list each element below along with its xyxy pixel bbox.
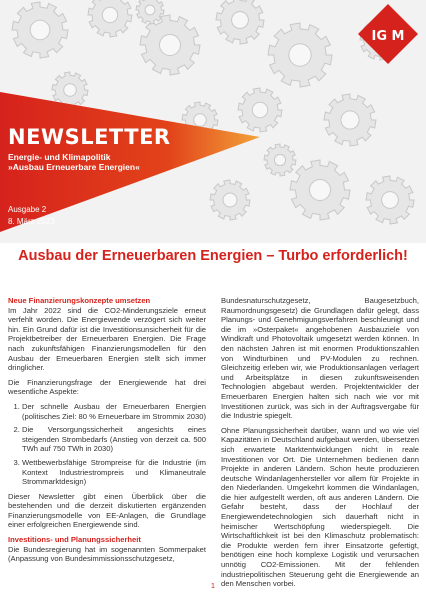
paragraph: Bundesnaturschutzgesetz, Baugesetzbuch, Raumordnungsgesetz) die Grundlagen dafür gelegt, dass Planungs- und Genehmigungsverfahren beschleunigt und die im »Osterpaket« angehobenen Ausbauziele von Windkraft und Photovoltaik umgesetzt werden können. In den nächsten Jahren ist mit enormen Produktionszahlen von Windturbinen und PV-Modulen zu rechnen. Gleichzeitig erleben wir, wie Produktionsanlagen verlagert und Arbeitsplätze in diesen zukunftsweisenden Technologien abgebaut werden. Projektentwickler der Erneuerbaren Energien halten sich nach wie vor mit Investitionen zurück, was sich in der Auftragsvergabe für die Industrie spiegelt.	[221, 296, 419, 421]
issue-info	[8, 204, 55, 228]
gear-hub	[102, 7, 117, 22]
page-number: 1	[210, 581, 216, 590]
gear-hub	[289, 44, 311, 66]
gear-hub	[145, 5, 155, 15]
paragraph: Die Finanzierungsfrage der Energiewende hat drei wesentliche Aspekte:	[8, 377, 206, 397]
list-item: 3. Wettbewerbsfähige Strompreise für die Industrie (im Kontext Industriestrompreis und Klimaneutrale Strommarktdesign)	[22, 458, 206, 487]
section-heading-investment: Investitions- und Planungssicherheit	[8, 535, 141, 545]
gear-hub	[232, 12, 249, 29]
list-item: 1. Der schnelle Ausbau der Erneuerbaren Energien (politisches Ziel: 80 % Erneuerbare im Strommix 2030)	[22, 402, 206, 421]
issue-date: 8. März 2023	[8, 217, 55, 226]
gear-hub	[341, 111, 359, 129]
paragraph: Die Bundesregierung hat im sogenannten Sommerpaket (Anpassung von Bundesimmissionsschutzgesetz,	[8, 544, 206, 564]
header-banner	[0, 0, 426, 243]
logo-lettering: IG M	[371, 29, 405, 44]
issue-number: Ausgabe 2	[8, 205, 47, 214]
newsletter-subtitle	[8, 152, 140, 172]
left-column	[8, 296, 206, 569]
igm-logo-icon	[358, 4, 418, 84]
subtitle-line-1: Energie- und Klimapolitik	[8, 152, 111, 162]
gear-hub	[160, 35, 181, 56]
gear-hub	[310, 180, 331, 201]
aspects-list	[8, 402, 206, 487]
right-column	[221, 296, 419, 594]
main-headline: Ausbau der Erneuerbaren Energien – Turbo erforderlich!	[18, 248, 408, 264]
subtitle-line-2: »Ausbau Erneuerbare Energien«	[8, 162, 140, 172]
section-heading-financing: Neue Finanzierungskonzepte umsetzen	[8, 296, 151, 305]
list-item: 2. Die Versorgungssicherheit angesichts eines steigenden Strombedarfs (Anstieg von derzeit ca. 500 TWh auf 750 TWh in 2030)	[22, 425, 206, 454]
paragraph: Dieser Newsletter gibt einen Überblick über die bestehenden und die derzeit diskutierten ergänzenden Finanzierungsmodelle von EE-Anlagen, die Grundlage einer erfolgreichen Energiewende sind.	[8, 491, 206, 530]
gear-hub	[274, 154, 285, 165]
paragraph: Ohne Planungssicherheit darüber, wann und wo wie viel Kapazitäten in Deutschland aufgebaut werden, übersetzen sich erwartete Marktentwicklungen nicht in reale Investitionen vor Ort. Die Unternehmen bedienen dann Projekte in anderen Ländern. Schon heute produzieren deutsche Windanlagenhersteller vor allem für Projekte in den Niederlanden. Umgekehrt kommen die Windanlagen, die hier aufgestellt werden, oft aus anderen Ländern. Die Gefahr besteht, dass der Hochlauf der Energiewendetechnologien sich dauerhaft nicht in heimischer Wertschöpfung wiederspiegelt. Die Wirtschaftlichkeit ist bei den Klimaschutz problematisch: die Produkte werden fern ihrer Einsatzorte gefertigt, benötigen eine hoch komplexe Logistik und verursachen unnötig CO2-Emissionen. Mit der fehlenden industriepolitischen Steuerung geht die Energiewende an den Menschen vorbei.	[221, 425, 419, 589]
newsletter-title: NEWSLETTER	[8, 125, 171, 149]
gear-hub	[30, 20, 50, 40]
gear-hub	[382, 192, 399, 209]
paragraph: Im Jahr 2022 sind die CO2-Minderungsziele erneut verfehlt worden. Die Energiewende verzögert sich weiter hin. Ein Grund dafür ist die Investitionsunsicherheit für die Projektbetreiber der Erneuerbaren Energien. Die Frage nach zukunftsfähigen Finanzierungsmodellen für den Ausbau der Erneuerbaren Energien stellt sich immer dringlicher.	[8, 305, 206, 373]
